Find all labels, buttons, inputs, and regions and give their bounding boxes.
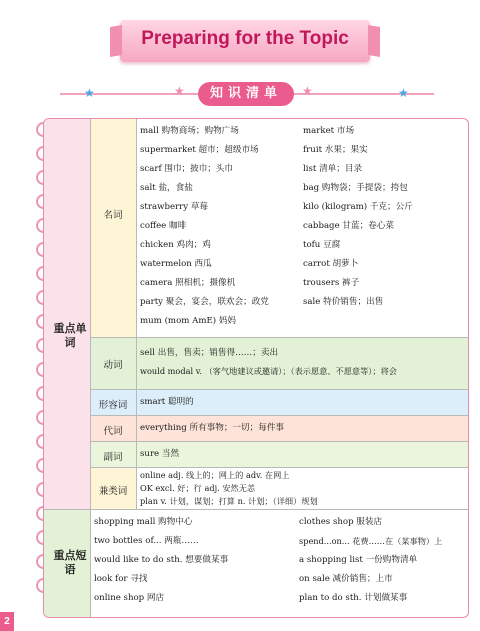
verb-entry: sell 出售，售卖；销售得……；卖出 (140, 348, 279, 358)
star-icon: ★ (84, 86, 95, 100)
section-divider-right (294, 93, 434, 95)
noun-entry: salt 盐，食盐 (140, 183, 193, 193)
section-label: 知识清单 (198, 82, 294, 106)
noun-entry: trousers 裤子 (303, 278, 360, 288)
noun-entry: fruit 水果；果实 (303, 145, 368, 155)
grid-line (90, 415, 468, 416)
noun-entry: market 市场 (303, 126, 355, 136)
adverb-entry: sure 当然 (140, 449, 180, 459)
adjectives-label: 形容词 (98, 400, 128, 411)
noun-entry: strawberry 草莓 (140, 202, 209, 212)
verb-entry: would modal v. （客气地建议或邀请）；（表示愿意、不愿意等）；将会 (140, 366, 397, 376)
noun-entry: camera 照相机；摄像机 (140, 278, 236, 288)
star-icon: ★ (174, 84, 185, 98)
nouns-label: 名词 (103, 210, 123, 221)
grid-line (44, 509, 468, 510)
words-category-cell (44, 119, 90, 509)
nouns-label-cell (90, 119, 136, 337)
noun-entry: sale 特价销售；出售 (303, 297, 384, 307)
phrase-entry: online shop 网店 (94, 593, 165, 603)
phrase-entry: would like to do sth. 想要做某事 (94, 555, 229, 565)
noun-entry: watermelon 西瓜 (140, 259, 212, 269)
noun-entry: coffee 咖啡 (140, 221, 187, 231)
multi-label: 兼类词 (98, 486, 128, 497)
adjective-entry: smart 聪明的 (140, 397, 194, 407)
grid-line (90, 389, 468, 390)
page-number: 2 (0, 612, 14, 631)
multi-entry: OK excl. 好；行 adj. 安然无恙 (140, 483, 256, 493)
pronouns-label: 代词 (103, 426, 123, 437)
noun-entry: kilo (kilogram) 千克；公斤 (303, 202, 413, 212)
noun-entry: party 聚会，宴会，联欢会；政党 (140, 297, 269, 307)
noun-entry: list 清单；目录 (303, 164, 363, 174)
adverbs-label: 副词 (103, 452, 123, 463)
phrase-entry: clothes shop 服装店 (299, 517, 383, 527)
noun-entry: tofu 豆腐 (303, 240, 341, 250)
phrase-entry: spend...on... 花费……在（某事物）上 (299, 536, 443, 546)
noun-entry: supermarket 超市；超级市场 (140, 145, 259, 155)
noun-entry: scarf 围巾；披巾；头巾 (140, 164, 234, 174)
grid-line (90, 467, 468, 468)
verbs-row (90, 337, 468, 389)
multi-entry: online adj. 线上的；网上的 adv. 在网上 (140, 470, 290, 480)
star-icon: ★ (398, 86, 409, 100)
words-category-label: 重点单词 (53, 322, 87, 349)
noun-entry: chicken 鸡肉；鸡 (140, 240, 211, 250)
title-banner (120, 20, 370, 62)
noun-entry: mall 购物商场；购物广场 (140, 126, 239, 136)
phrase-entry: two bottles of... 两瓶…… (94, 536, 199, 546)
noun-entry: cabbage 甘蓝；卷心菜 (303, 221, 394, 231)
phrase-entry: shopping mall 购物中心 (94, 517, 193, 527)
grid-line (90, 337, 468, 338)
phrase-entry: on sale 减价销售；上市 (299, 574, 393, 584)
phrase-entry: plan to do sth. 计划做某事 (299, 593, 408, 603)
multi-entry: plan v. 计划，谋划；打算 n. 计划；（详细）规划 (140, 496, 318, 506)
noun-entry: mum (mom AmE) 妈妈 (140, 316, 237, 326)
grid-line (90, 441, 468, 442)
phrase-entry: a shopping list 一份购物清单 (299, 555, 418, 565)
verbs-label: 动词 (103, 360, 123, 371)
star-icon: ★ (302, 84, 313, 98)
vocabulary-table (43, 118, 469, 618)
pronoun-entry: everything 所有事物；一切；每件事 (140, 423, 285, 433)
phrase-entry: look for 寻找 (94, 574, 148, 584)
phrases-category-label: 重点短语 (53, 549, 87, 576)
page-title: Preparing for the Topic (141, 28, 349, 49)
noun-entry: bag 购物袋；手提袋；挎包 (303, 183, 408, 193)
noun-entry: carrot 胡萝卜 (303, 259, 359, 269)
